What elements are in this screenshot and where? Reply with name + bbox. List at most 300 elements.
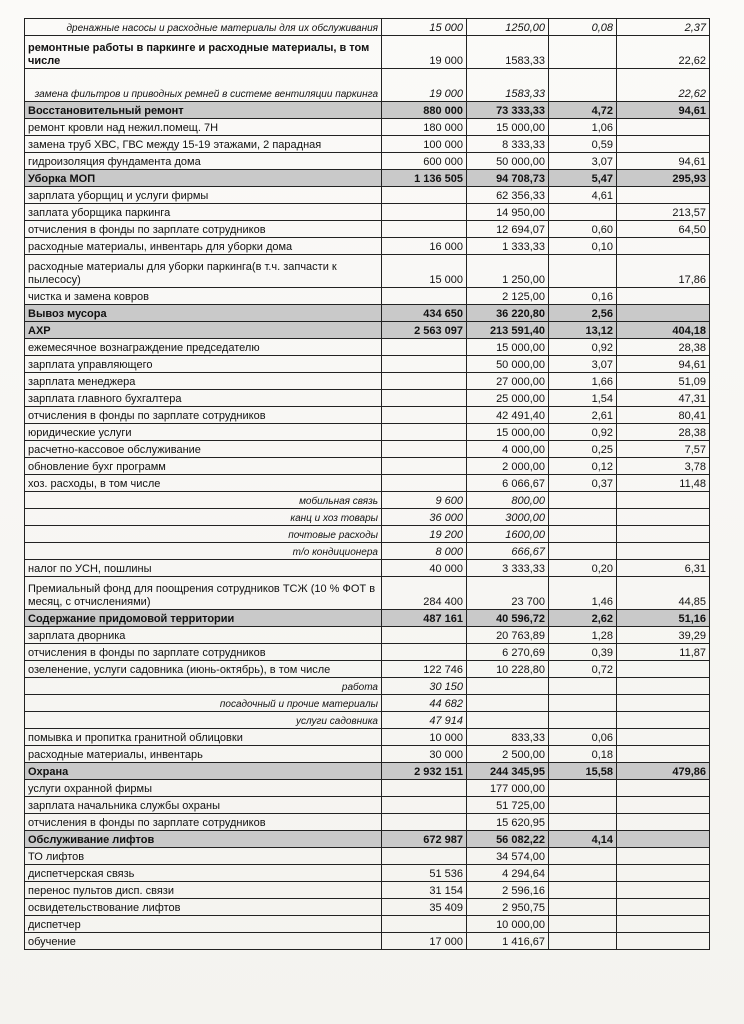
item-name-cell: Охрана <box>25 763 382 780</box>
parking-rate-cell <box>617 492 710 509</box>
annual-amount-cell: 100 000 <box>382 136 467 153</box>
monthly-amount-cell: 1250,00 <box>467 19 549 36</box>
parking-rate-cell <box>617 712 710 729</box>
parking-rate-cell <box>617 509 710 526</box>
parking-rate-cell: 28,38 <box>617 424 710 441</box>
monthly-amount-cell: 14 950,00 <box>467 204 549 221</box>
rate-cell: 1,28 <box>549 627 617 644</box>
detail-row <box>25 678 710 695</box>
table-row <box>25 475 710 492</box>
budget-table <box>24 18 710 950</box>
monthly-amount-cell: 2 000,00 <box>467 458 549 475</box>
rate-cell: 1,06 <box>549 119 617 136</box>
parking-rate-cell <box>617 831 710 848</box>
parking-rate-cell: 47,31 <box>617 390 710 407</box>
annual-amount-cell: 30 000 <box>382 746 467 763</box>
item-name-cell: работа <box>25 678 382 695</box>
table-row <box>25 458 710 475</box>
monthly-amount-cell: 94 708,73 <box>467 170 549 187</box>
annual-amount-cell: 16 000 <box>382 238 467 255</box>
monthly-amount-cell: 15 000,00 <box>467 424 549 441</box>
item-name-cell: услуги садовника <box>25 712 382 729</box>
annual-amount-cell <box>382 848 467 865</box>
rate-cell: 1,54 <box>549 390 617 407</box>
item-name-cell: хоз. расходы, в том числе <box>25 475 382 492</box>
parking-rate-cell: 64,50 <box>617 221 710 238</box>
detail-row <box>25 19 710 36</box>
rate-cell <box>549 916 617 933</box>
annual-amount-cell: 19 200 <box>382 526 467 543</box>
parking-rate-cell: 7,57 <box>617 441 710 458</box>
monthly-amount-cell: 1583,33 <box>467 69 549 102</box>
monthly-amount-cell: 50 000,00 <box>467 153 549 170</box>
item-name-cell: озеленение, услуги садовника (июнь-октябрь), в том числе <box>25 661 382 678</box>
parking-rate-cell: 51,09 <box>617 373 710 390</box>
rate-cell: 5,47 <box>549 170 617 187</box>
item-name-cell: Премиальный фонд для поощрения сотрудников ТСЖ (10 % ФОТ в месяц, с отчислениями) <box>25 577 382 610</box>
item-name-cell: помывка и пропитка гранитной облицовки <box>25 729 382 746</box>
annual-amount-cell <box>382 916 467 933</box>
table-row <box>25 746 710 763</box>
monthly-amount-cell <box>467 695 549 712</box>
item-name-cell: зарплата менеджера <box>25 373 382 390</box>
table-row <box>25 848 710 865</box>
parking-rate-cell <box>617 119 710 136</box>
parking-rate-cell: 80,41 <box>617 407 710 424</box>
monthly-amount-cell: 34 574,00 <box>467 848 549 865</box>
parking-rate-cell <box>617 678 710 695</box>
monthly-amount-cell: 51 725,00 <box>467 797 549 814</box>
parking-rate-cell <box>617 136 710 153</box>
annual-amount-cell <box>382 441 467 458</box>
rate-cell <box>549 492 617 509</box>
monthly-amount-cell: 1 250,00 <box>467 255 549 288</box>
monthly-amount-cell: 3000,00 <box>467 509 549 526</box>
annual-amount-cell: 1 136 505 <box>382 170 467 187</box>
rate-cell: 0,92 <box>549 339 617 356</box>
rate-cell: 0,16 <box>549 288 617 305</box>
monthly-amount-cell: 177 000,00 <box>467 780 549 797</box>
rate-cell: 0,20 <box>549 560 617 577</box>
table-row <box>25 814 710 831</box>
rate-cell: 4,61 <box>549 187 617 204</box>
annual-amount-cell: 180 000 <box>382 119 467 136</box>
item-name-cell: мобильная связь <box>25 492 382 509</box>
parking-rate-cell <box>617 899 710 916</box>
monthly-amount-cell: 62 356,33 <box>467 187 549 204</box>
item-name-cell: освидетельствование лифтов <box>25 899 382 916</box>
table-row <box>25 288 710 305</box>
table-row <box>25 899 710 916</box>
parking-rate-cell <box>617 238 710 255</box>
annual-amount-cell: 2 563 097 <box>382 322 467 339</box>
monthly-amount-cell: 20 763,89 <box>467 627 549 644</box>
monthly-amount-cell: 50 000,00 <box>467 356 549 373</box>
section-header-row <box>25 831 710 848</box>
monthly-amount-cell: 1 333,33 <box>467 238 549 255</box>
annual-amount-cell: 31 154 <box>382 882 467 899</box>
rate-cell: 0,18 <box>549 746 617 763</box>
monthly-amount-cell: 15 000,00 <box>467 119 549 136</box>
rate-cell <box>549 848 617 865</box>
item-name-cell: отчисления в фонды по зарплате сотрудников <box>25 814 382 831</box>
rate-cell: 4,14 <box>549 831 617 848</box>
monthly-amount-cell: 2 596,16 <box>467 882 549 899</box>
monthly-amount-cell: 23 700 <box>467 577 549 610</box>
annual-amount-cell: 487 161 <box>382 610 467 627</box>
item-name-cell: налог по УСН, пошлины <box>25 560 382 577</box>
rate-cell: 1,66 <box>549 373 617 390</box>
monthly-amount-cell: 56 082,22 <box>467 831 549 848</box>
rate-cell <box>549 509 617 526</box>
table-row <box>25 644 710 661</box>
rate-cell: 0,12 <box>549 458 617 475</box>
item-name-cell: Вывоз мусора <box>25 305 382 322</box>
table-row <box>25 187 710 204</box>
parking-rate-cell <box>617 288 710 305</box>
annual-amount-cell <box>382 627 467 644</box>
parking-rate-cell <box>617 933 710 950</box>
monthly-amount-cell: 8 333,33 <box>467 136 549 153</box>
rate-cell <box>549 899 617 916</box>
table-row <box>25 577 710 610</box>
parking-rate-cell: 22,62 <box>617 69 710 102</box>
monthly-amount-cell: 6 066,67 <box>467 475 549 492</box>
annual-amount-cell: 19 000 <box>382 69 467 102</box>
parking-rate-cell: 3,78 <box>617 458 710 475</box>
monthly-amount-cell: 800,00 <box>467 492 549 509</box>
annual-amount-cell <box>382 475 467 492</box>
item-name-cell: замена труб ХВС, ГВС между 15-19 этажами, 2 парадная <box>25 136 382 153</box>
table-row <box>25 407 710 424</box>
item-name-cell: перенос пультов дисп. связи <box>25 882 382 899</box>
parking-rate-cell: 404,18 <box>617 322 710 339</box>
item-name-cell: Обслуживание лифтов <box>25 831 382 848</box>
parking-rate-cell: 51,16 <box>617 610 710 627</box>
annual-amount-cell: 284 400 <box>382 577 467 610</box>
item-name-cell: расходные материалы для уборки паркинга(в т.ч. запчасти к пылесосу) <box>25 255 382 288</box>
annual-amount-cell <box>382 187 467 204</box>
monthly-amount-cell: 4 000,00 <box>467 441 549 458</box>
annual-amount-cell <box>382 339 467 356</box>
section-header-row <box>25 610 710 627</box>
item-name-cell: зарплата управляющего <box>25 356 382 373</box>
detail-row <box>25 69 710 102</box>
monthly-amount-cell: 1583,33 <box>467 36 549 69</box>
monthly-amount-cell: 15 620,95 <box>467 814 549 831</box>
rate-cell <box>549 204 617 221</box>
item-name-cell: диспетчерская связь <box>25 865 382 882</box>
rate-cell <box>549 780 617 797</box>
rate-cell: 3,07 <box>549 356 617 373</box>
annual-amount-cell: 30 150 <box>382 678 467 695</box>
rate-cell: 0,72 <box>549 661 617 678</box>
rate-cell: 0,60 <box>549 221 617 238</box>
rate-cell: 0,08 <box>549 19 617 36</box>
annual-amount-cell: 2 932 151 <box>382 763 467 780</box>
annual-amount-cell: 122 746 <box>382 661 467 678</box>
rate-cell <box>549 526 617 543</box>
monthly-amount-cell: 213 591,40 <box>467 322 549 339</box>
parking-rate-cell: 213,57 <box>617 204 710 221</box>
rate-cell <box>549 797 617 814</box>
rate-cell: 2,61 <box>549 407 617 424</box>
annual-amount-cell <box>382 373 467 390</box>
annual-amount-cell: 17 000 <box>382 933 467 950</box>
parking-rate-cell <box>617 797 710 814</box>
parking-rate-cell <box>617 916 710 933</box>
monthly-amount-cell: 6 270,69 <box>467 644 549 661</box>
rate-cell: 0,39 <box>549 644 617 661</box>
table-row <box>25 441 710 458</box>
table-row <box>25 865 710 882</box>
rate-cell: 4,72 <box>549 102 617 119</box>
annual-amount-cell <box>382 644 467 661</box>
rate-cell: 15,58 <box>549 763 617 780</box>
rate-cell <box>549 712 617 729</box>
table-row <box>25 136 710 153</box>
monthly-amount-cell: 10 228,80 <box>467 661 549 678</box>
parking-rate-cell: 2,37 <box>617 19 710 36</box>
monthly-amount-cell <box>467 712 549 729</box>
monthly-amount-cell: 833,33 <box>467 729 549 746</box>
annual-amount-cell: 600 000 <box>382 153 467 170</box>
section-header-row <box>25 102 710 119</box>
section-header-row <box>25 322 710 339</box>
item-name-cell: зарплата начальника службы охраны <box>25 797 382 814</box>
table-row <box>25 153 710 170</box>
monthly-amount-cell: 27 000,00 <box>467 373 549 390</box>
item-name-cell: услуги охранной фирмы <box>25 780 382 797</box>
table-row <box>25 255 710 288</box>
monthly-amount-cell: 1600,00 <box>467 526 549 543</box>
annual-amount-cell <box>382 814 467 831</box>
monthly-amount-cell: 73 333,33 <box>467 102 549 119</box>
parking-rate-cell: 11,48 <box>617 475 710 492</box>
monthly-amount-cell: 36 220,80 <box>467 305 549 322</box>
annual-amount-cell: 880 000 <box>382 102 467 119</box>
parking-rate-cell <box>617 865 710 882</box>
item-name-cell: посадочный и прочие материалы <box>25 695 382 712</box>
item-name-cell: т/о кондиционера <box>25 543 382 560</box>
annual-amount-cell <box>382 797 467 814</box>
item-name-cell: ежемесячное вознаграждение председателю <box>25 339 382 356</box>
rate-cell <box>549 882 617 899</box>
annual-amount-cell <box>382 458 467 475</box>
parking-rate-cell: 39,29 <box>617 627 710 644</box>
annual-amount-cell <box>382 424 467 441</box>
rate-cell <box>549 543 617 560</box>
table-row <box>25 729 710 746</box>
rate-cell: 3,07 <box>549 153 617 170</box>
item-name-cell: обновление бухг программ <box>25 458 382 475</box>
monthly-amount-cell: 25 000,00 <box>467 390 549 407</box>
table-row <box>25 390 710 407</box>
parking-rate-cell: 11,87 <box>617 644 710 661</box>
detail-row <box>25 492 710 509</box>
monthly-amount-cell: 1 416,67 <box>467 933 549 950</box>
monthly-amount-cell: 4 294,64 <box>467 865 549 882</box>
annual-amount-cell: 36 000 <box>382 509 467 526</box>
annual-amount-cell: 8 000 <box>382 543 467 560</box>
parking-rate-cell: 22,62 <box>617 36 710 69</box>
item-name-cell: чистка и замена ковров <box>25 288 382 305</box>
annual-amount-cell: 35 409 <box>382 899 467 916</box>
monthly-amount-cell: 244 345,95 <box>467 763 549 780</box>
item-name-cell: Восстановительный ремонт <box>25 102 382 119</box>
rate-cell <box>549 678 617 695</box>
item-name-cell: расходные материалы, инвентарь <box>25 746 382 763</box>
table-row <box>25 627 710 644</box>
item-name-cell: Содержание придомовой территории <box>25 610 382 627</box>
rate-cell <box>549 36 617 69</box>
item-name-cell: замена фильтров и приводных ремней в системе вентиляции паркинга <box>25 69 382 102</box>
item-name-cell: зарплата главного бухгалтера <box>25 390 382 407</box>
section-header-row <box>25 305 710 322</box>
table-row <box>25 424 710 441</box>
detail-row <box>25 509 710 526</box>
table-row <box>25 373 710 390</box>
rate-cell: 2,56 <box>549 305 617 322</box>
rate-cell: 0,10 <box>549 238 617 255</box>
item-name-cell: гидроизоляция фундамента дома <box>25 153 382 170</box>
item-name-cell: расходные материалы, инвентарь для уборки дома <box>25 238 382 255</box>
rate-cell <box>549 255 617 288</box>
parking-rate-cell: 94,61 <box>617 102 710 119</box>
table-row <box>25 339 710 356</box>
monthly-amount-cell <box>467 678 549 695</box>
rate-cell: 0,06 <box>549 729 617 746</box>
monthly-amount-cell: 2 125,00 <box>467 288 549 305</box>
annual-amount-cell <box>382 407 467 424</box>
annual-amount-cell <box>382 221 467 238</box>
annual-amount-cell: 15 000 <box>382 255 467 288</box>
detail-row <box>25 526 710 543</box>
detail-row <box>25 543 710 560</box>
monthly-amount-cell: 2 950,75 <box>467 899 549 916</box>
item-name-cell: почтовые расходы <box>25 526 382 543</box>
parking-rate-cell: 28,38 <box>617 339 710 356</box>
table-row <box>25 356 710 373</box>
detail-row <box>25 712 710 729</box>
rate-cell: 1,46 <box>549 577 617 610</box>
table-row <box>25 36 710 69</box>
table-row <box>25 119 710 136</box>
item-name-cell: зарплата уборщиц и услуги фирмы <box>25 187 382 204</box>
rate-cell <box>549 933 617 950</box>
rate-cell: 13,12 <box>549 322 617 339</box>
item-name-cell: заплата уборщика паркинга <box>25 204 382 221</box>
item-name-cell: отчисления в фонды по зарплате сотрудников <box>25 644 382 661</box>
rate-cell: 0,92 <box>549 424 617 441</box>
item-name-cell: дренажные насосы и расходные материалы для их обслуживания <box>25 19 382 36</box>
parking-rate-cell <box>617 543 710 560</box>
item-name-cell: диспетчер <box>25 916 382 933</box>
item-name-cell: ремонтные работы в паркинге и расходные материалы, в том числе <box>25 36 382 69</box>
annual-amount-cell: 19 000 <box>382 36 467 69</box>
item-name-cell: канц и хоз товары <box>25 509 382 526</box>
annual-amount-cell: 434 650 <box>382 305 467 322</box>
table-row <box>25 204 710 221</box>
annual-amount-cell: 51 536 <box>382 865 467 882</box>
rate-cell <box>549 865 617 882</box>
annual-amount-cell <box>382 356 467 373</box>
parking-rate-cell <box>617 695 710 712</box>
parking-rate-cell <box>617 729 710 746</box>
parking-rate-cell <box>617 848 710 865</box>
table-row <box>25 780 710 797</box>
annual-amount-cell: 15 000 <box>382 19 467 36</box>
monthly-amount-cell: 3 333,33 <box>467 560 549 577</box>
monthly-amount-cell: 42 491,40 <box>467 407 549 424</box>
rate-cell: 0,37 <box>549 475 617 492</box>
annual-amount-cell <box>382 780 467 797</box>
table-row <box>25 882 710 899</box>
item-name-cell: ремонт кровли над нежил.помещ. 7Н <box>25 119 382 136</box>
parking-rate-cell <box>617 780 710 797</box>
monthly-amount-cell: 2 500,00 <box>467 746 549 763</box>
monthly-amount-cell: 10 000,00 <box>467 916 549 933</box>
table-row <box>25 221 710 238</box>
table-row <box>25 238 710 255</box>
budget-table-body <box>25 19 710 950</box>
item-name-cell: отчисления в фонды по зарплате сотрудников <box>25 221 382 238</box>
table-row <box>25 661 710 678</box>
annual-amount-cell: 672 987 <box>382 831 467 848</box>
annual-amount-cell: 40 000 <box>382 560 467 577</box>
detail-row <box>25 695 710 712</box>
rate-cell: 2,62 <box>549 610 617 627</box>
item-name-cell: расчетно-кассовое обслуживание <box>25 441 382 458</box>
parking-rate-cell: 17,86 <box>617 255 710 288</box>
item-name-cell: зарплата дворника <box>25 627 382 644</box>
parking-rate-cell <box>617 305 710 322</box>
annual-amount-cell: 44 682 <box>382 695 467 712</box>
table-row <box>25 560 710 577</box>
parking-rate-cell: 94,61 <box>617 153 710 170</box>
parking-rate-cell <box>617 882 710 899</box>
rate-cell <box>549 814 617 831</box>
parking-rate-cell: 295,93 <box>617 170 710 187</box>
annual-amount-cell <box>382 288 467 305</box>
monthly-amount-cell: 12 694,07 <box>467 221 549 238</box>
item-name-cell: отчисления в фонды по зарплате сотрудников <box>25 407 382 424</box>
rate-cell <box>549 695 617 712</box>
annual-amount-cell: 47 914 <box>382 712 467 729</box>
item-name-cell: Уборка МОП <box>25 170 382 187</box>
parking-rate-cell: 479,86 <box>617 763 710 780</box>
parking-rate-cell <box>617 526 710 543</box>
annual-amount-cell: 9 600 <box>382 492 467 509</box>
table-row <box>25 916 710 933</box>
monthly-amount-cell: 666,67 <box>467 543 549 560</box>
annual-amount-cell <box>382 204 467 221</box>
parking-rate-cell: 44,85 <box>617 577 710 610</box>
monthly-amount-cell: 15 000,00 <box>467 339 549 356</box>
monthly-amount-cell: 40 596,72 <box>467 610 549 627</box>
annual-amount-cell: 10 000 <box>382 729 467 746</box>
table-row <box>25 933 710 950</box>
item-name-cell: обучение <box>25 933 382 950</box>
parking-rate-cell <box>617 814 710 831</box>
rate-cell: 0,59 <box>549 136 617 153</box>
section-header-row <box>25 170 710 187</box>
parking-rate-cell <box>617 187 710 204</box>
item-name-cell: ТО лифтов <box>25 848 382 865</box>
rate-cell: 0,25 <box>549 441 617 458</box>
rate-cell <box>549 69 617 102</box>
item-name-cell: АХР <box>25 322 382 339</box>
